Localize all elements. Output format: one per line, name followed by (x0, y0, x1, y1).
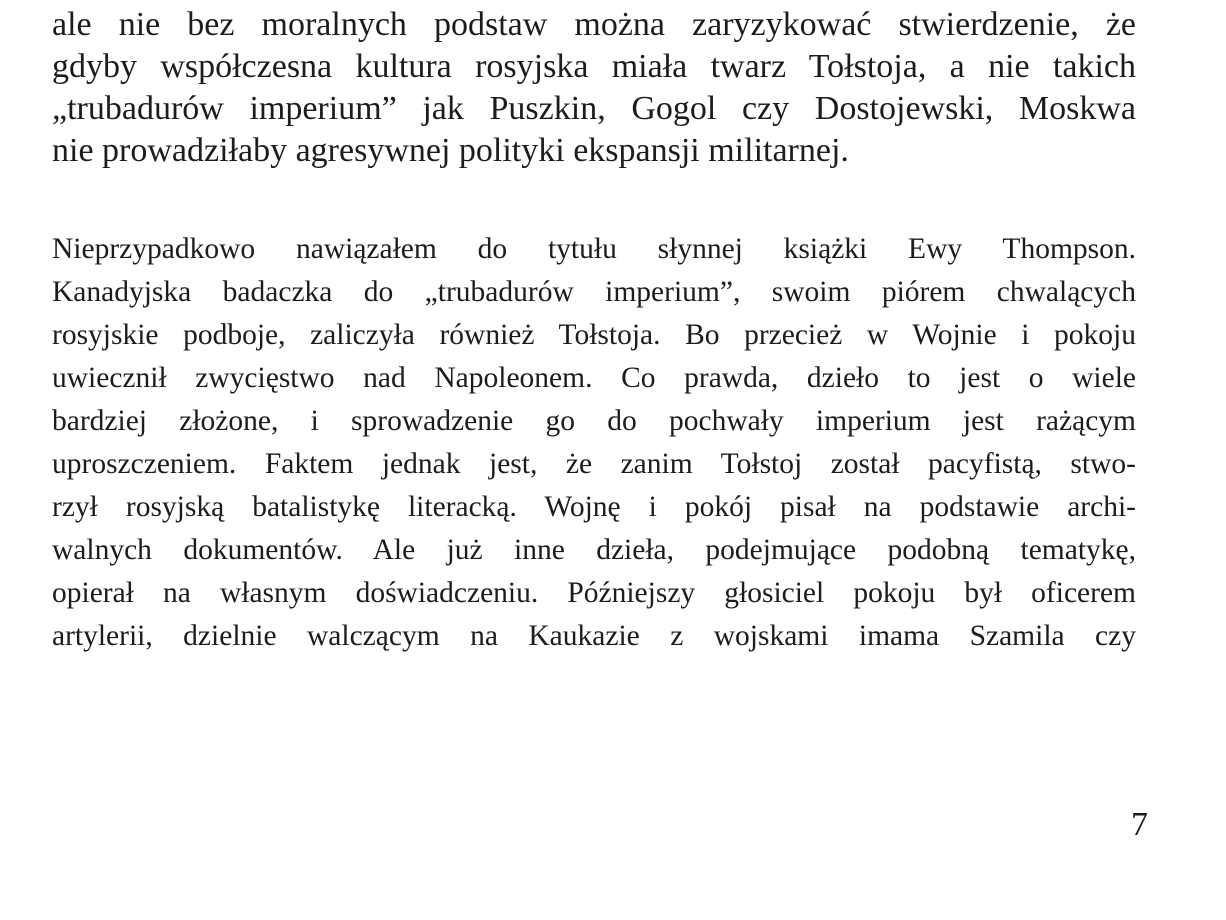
text-line: artylerii, dzielnie walczącym na Kaukazie z wojskami imama Szamila czy (52, 620, 1136, 652)
text-line: rzył rosyjską batalistykę literacką. Wojnę i pokój pisał na podstawie archi- (52, 491, 1136, 523)
text-line: bardziej złożone, i sprowadzenie go do pochwały imperium jest rażącym (52, 405, 1136, 437)
paragraph-1 (52, 4, 1136, 172)
text-line: rosyjskie podboje, zaliczyła również Tołstoja. Bo przecież w Wojnie i pokoju (52, 319, 1136, 351)
text-line: gdyby współczesna kultura rosyjska miała twarz Tołstoja, a nie takich (52, 48, 1136, 85)
text-line: uwiecznił zwycięstwo nad Napoleonem. Co prawda, dzieło to jest o wiele (52, 362, 1136, 394)
text-line: walnych dokumentów. Ale już inne dzieła, podejmujące podobną tematykę, (52, 534, 1136, 566)
paragraph-2 (52, 228, 1136, 658)
text-line: uproszczeniem. Faktem jednak jest, że zanim Tołstoj został pacyfistą, stwo- (52, 448, 1136, 480)
text-line: „trubadurów imperium” jak Puszkin, Gogol czy Dostojewski, Moskwa (52, 90, 1136, 127)
text-line: Kanadyjska badaczka do „trubadurów imperium”, swoim piórem chwalących (52, 276, 1136, 308)
text-line-last: nie prowadziłaby agresywnej polityki ekspansji militarnej. (52, 132, 849, 169)
text-line: Nieprzypadkowo nawiązałem do tytułu słynnej książki Ewy Thompson. (52, 233, 1136, 265)
text-line: ale nie bez moralnych podstaw można zaryzykować stwierdzenie, że (52, 6, 1136, 43)
text-line: opierał na własnym doświadczeniu. Późniejszy głosiciel pokoju był oficerem (52, 577, 1136, 609)
page-number: 7 (1131, 806, 1148, 843)
